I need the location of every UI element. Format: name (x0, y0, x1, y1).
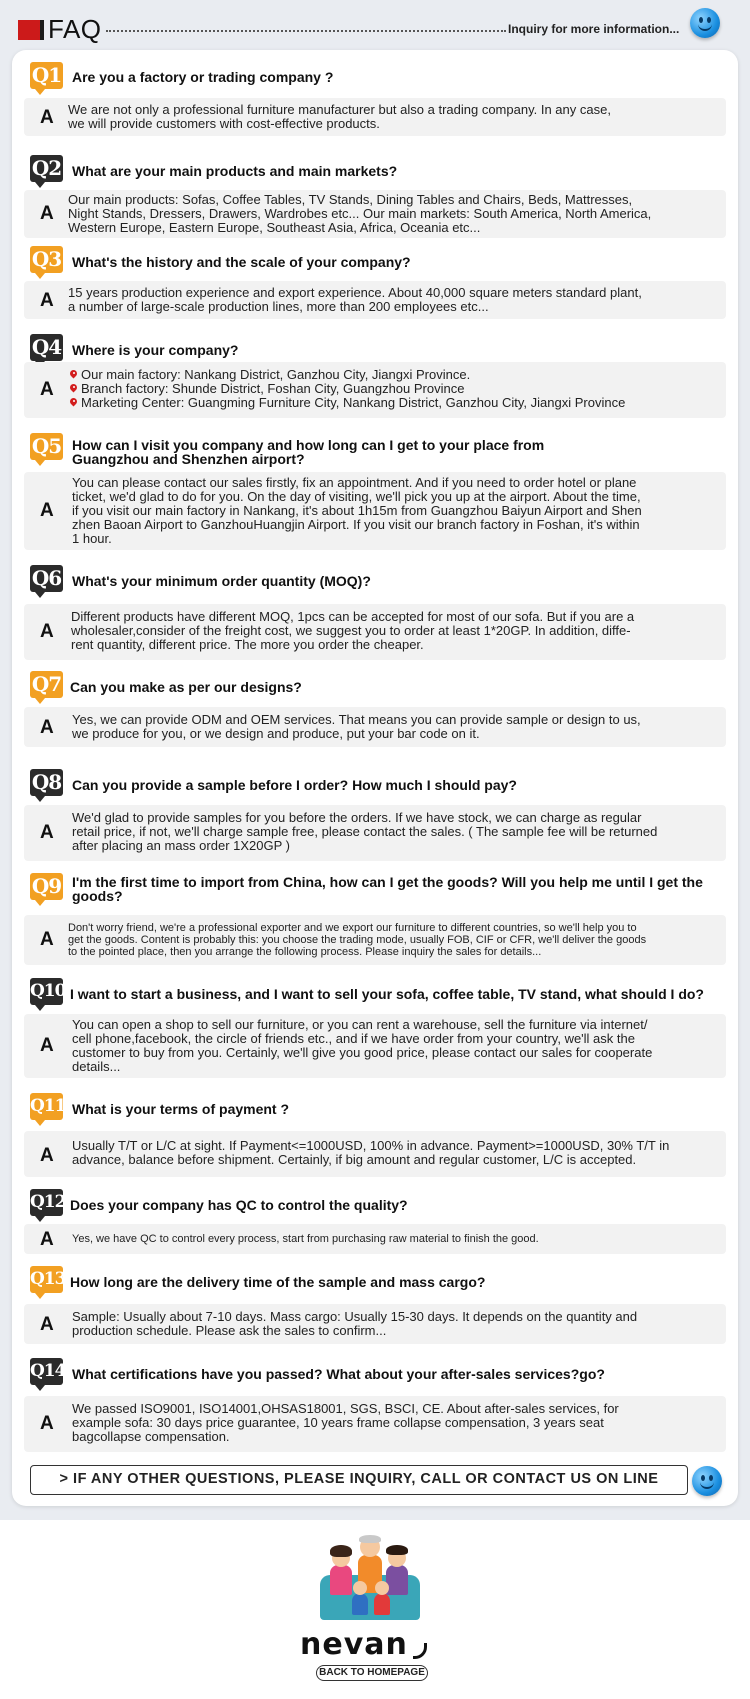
answer-text: Yes, we have QC to control every process, start from purchasing raw material to finish the good. (72, 1233, 539, 1245)
page-title: FAQ (48, 14, 102, 44)
answer-text: Yes, we can provide ODM and OEM services. That means you can provide sample or design to us, we produce for you, or we design and produce, put your bar code on it. (72, 712, 641, 741)
answer-box (24, 1396, 726, 1452)
answer-letter: A (40, 1035, 54, 1056)
answer-text: Our main products: Sofas, Coffee Tables, TV Stands, Dining Tables and Chairs, Beds, Mattresses, Night Stands, Dressers, Drawers, Wardrobes etc... Our main markets: South America, North America, Western Europe, Eastern Europe, Southeast Asia, Africa, Oceania etc... (68, 192, 652, 235)
answer-text: You can please contact our sales firstly, fix an appointment. And if you need to order hotel or plane ticket, we'd glad to do for you. On the day of visiting, we'll pick you up at the airport. About the time, if you visit our main factory in Nankang, it's about 1h15m from Guangzhou Baiyun Airport and Shen zhen Baoan Airport to GanzhouHuangjin Airport. If you visit our branch factory in Foshan, it's within 1 hour. (72, 475, 642, 546)
answer-box (24, 472, 726, 550)
question-number-badge: Q1 (30, 62, 63, 89)
answer-letter: A (40, 500, 54, 521)
question-text: What's your minimum order quantity (MOQ)? (72, 573, 371, 589)
question-number-badge: Q7 (30, 671, 63, 698)
question-text: What is your terms of payment ? (72, 1101, 290, 1117)
question-number-badge: Q13 (30, 1266, 63, 1293)
question-number-badge: Q4 (30, 334, 63, 361)
answer-text: We'd glad to provide samples for you before the orders. If we have stock, we can charge as regular retail price, if not, we'll charge sample free, please contact the sales. ( The sample fee will be returned after placing an mass order 1X20GP ) (72, 810, 658, 853)
faq-header (0, 0, 750, 52)
back-to-homepage-button[interactable]: BACK TO HOMEPAGE (316, 1665, 428, 1681)
question-text: How can I visit you company and how long can I get to your place from Guangzhou and Shenzhen airport? (72, 437, 545, 467)
question-number-badge: Q12 (30, 1189, 63, 1216)
answer-box (24, 915, 726, 965)
answer-text: 15 years production experience and export experience. About 40,000 square meters standard plant, a number of large-scale production lines, more than 200 employees etc... (68, 285, 642, 314)
answer-box (24, 1014, 726, 1078)
answer-box (24, 805, 726, 861)
answer-text: Different products have different MOQ, 1pcs can be accepted for most of our sofa. But if you are a wholesaler,consider of the freight cost, we suggest you to order at least 1*20GP. In addition, diffe- rent quantity, different price. The more you order the cheaper. (71, 609, 635, 652)
answer-box (24, 98, 726, 136)
answer-text: We are not only a professional furniture manufacturer but also a trading company. In any case, we will provide customers with cost-effective products. (68, 102, 611, 131)
location-pin-icon (70, 384, 77, 393)
inquiry-link[interactable]: Inquiry for more information... (508, 22, 680, 36)
question-text: Does your company has QC to control the quality? (70, 1197, 408, 1213)
answer-letter: A (40, 822, 54, 843)
answer-box (24, 604, 726, 660)
location-pin-icon (70, 370, 77, 379)
question-number-badge: Q2 (30, 155, 63, 182)
answer-letter: A (40, 290, 54, 311)
family-on-sofa-icon (320, 1535, 420, 1620)
question-text: What certifications have you passed? What about your after-sales services?go? (72, 1366, 605, 1382)
question-text: What's the history and the scale of your company? (72, 254, 411, 270)
question-number-badge: Q9 (30, 873, 63, 900)
answer-text: Sample: Usually about 7-10 days. Mass cargo: Usually 15-30 days. It depends on the quantity and production schedule. Please ask the sales to confirm... (72, 1309, 638, 1338)
location-pin-icon (70, 398, 77, 407)
question-text: Can you make as per our designs? (70, 679, 302, 695)
red-square-icon (18, 20, 40, 40)
smiley-mascot-icon (690, 8, 720, 38)
contact-us-banner[interactable]: > IF ANY OTHER QUESTIONS, PLEASE INQUIRY, CALL OR CONTACT US ON LINE (30, 1465, 688, 1495)
answer-letter: A (40, 1145, 54, 1166)
question-number-badge: Q8 (30, 769, 63, 796)
answer-box (24, 281, 726, 319)
answer-letter: A (40, 1314, 54, 1335)
answer-text: Usually T/T or L/C at sight. If Payment<=1000USD, 100% in advance. Payment>=1000USD, 30% T/T in advance, balance before shipment. Certainly, if big amount and regular customer, L/C is accepted. (72, 1138, 670, 1167)
answer-box (24, 1304, 726, 1344)
answer-letter: A (40, 379, 54, 400)
question-text: I'm the first time to import from China, how can I get the goods? Will you help me until I get the goods? (72, 874, 703, 904)
answer-letter: A (40, 621, 54, 642)
answer-text: You can open a shop to sell our furniture, or you can rent a warehouse, sell the furniture via internet/ cell phone,facebook, the circle of friends etc., and if we have order from your country, we'll ask the customer to buy from you. Certainly, we'll give you good price, please contact our sales for cooperate details... (72, 1017, 653, 1074)
question-number-badge: Q3 (30, 246, 63, 273)
answer-letter: A (40, 929, 54, 950)
answer-letter: A (40, 107, 54, 128)
brand-name: nevan (300, 1627, 408, 1662)
answer-letter: A (40, 1229, 54, 1250)
question-number-badge: Q14 (30, 1358, 63, 1385)
brand-logo (300, 1535, 460, 1685)
question-text: Where is your company? (72, 342, 239, 358)
dotted-divider (106, 30, 506, 32)
answer-text: Our main factory: Nankang District, Ganzhou City, Jiangxi Province. Branch factory: Shunde District, Foshan City, Guangzhou Province Marketing Center: Guangming Furniture City, Nankang District, Ganzhou City, Jiangxi Province (70, 368, 722, 410)
question-text: Are you a factory or trading company ? (72, 69, 334, 85)
smiley-mascot-icon (692, 1466, 722, 1496)
answer-box (24, 707, 726, 747)
answer-box (24, 190, 726, 238)
question-text: How long are the delivery time of the sample and mass cargo? (70, 1274, 486, 1290)
question-text: Can you provide a sample before I order? How much I should pay? (72, 777, 517, 793)
question-number-badge: Q5 (30, 433, 63, 460)
answer-text: Don't worry friend, we're a professional exporter and we export our furniture to different countries, so we'll help you to get the goods. Content is probably this: you choose the trading mode, usually FOB, CIF or CFR, we'll deliver the goods to the pointed place, then you arrange the following process. Please inquiry the sales for details... (68, 922, 647, 958)
answer-letter: A (40, 1413, 54, 1434)
question-number-badge: Q6 (30, 565, 63, 592)
question-text: I want to start a business, and I want to sell your sofa, coffee table, TV stand, what should I do? (70, 986, 704, 1002)
answer-box (24, 1224, 726, 1254)
answer-text: We passed ISO9001, ISO14001,OHSAS18001, SGS, BSCI, CE. About after-sales services, for example sofa: 30 days price guarantee, 10 years frame collapse compensation, 3 years seat bagcollapse compensation. (72, 1401, 619, 1444)
question-number-badge: Q11 (30, 1093, 63, 1120)
answer-box (24, 1131, 726, 1177)
answer-letter: A (40, 203, 54, 224)
question-text: What are your main products and main markets? (72, 163, 398, 179)
answer-letter: A (40, 717, 54, 738)
answer-box (24, 362, 726, 418)
question-number-badge: Q10 (30, 978, 63, 1005)
